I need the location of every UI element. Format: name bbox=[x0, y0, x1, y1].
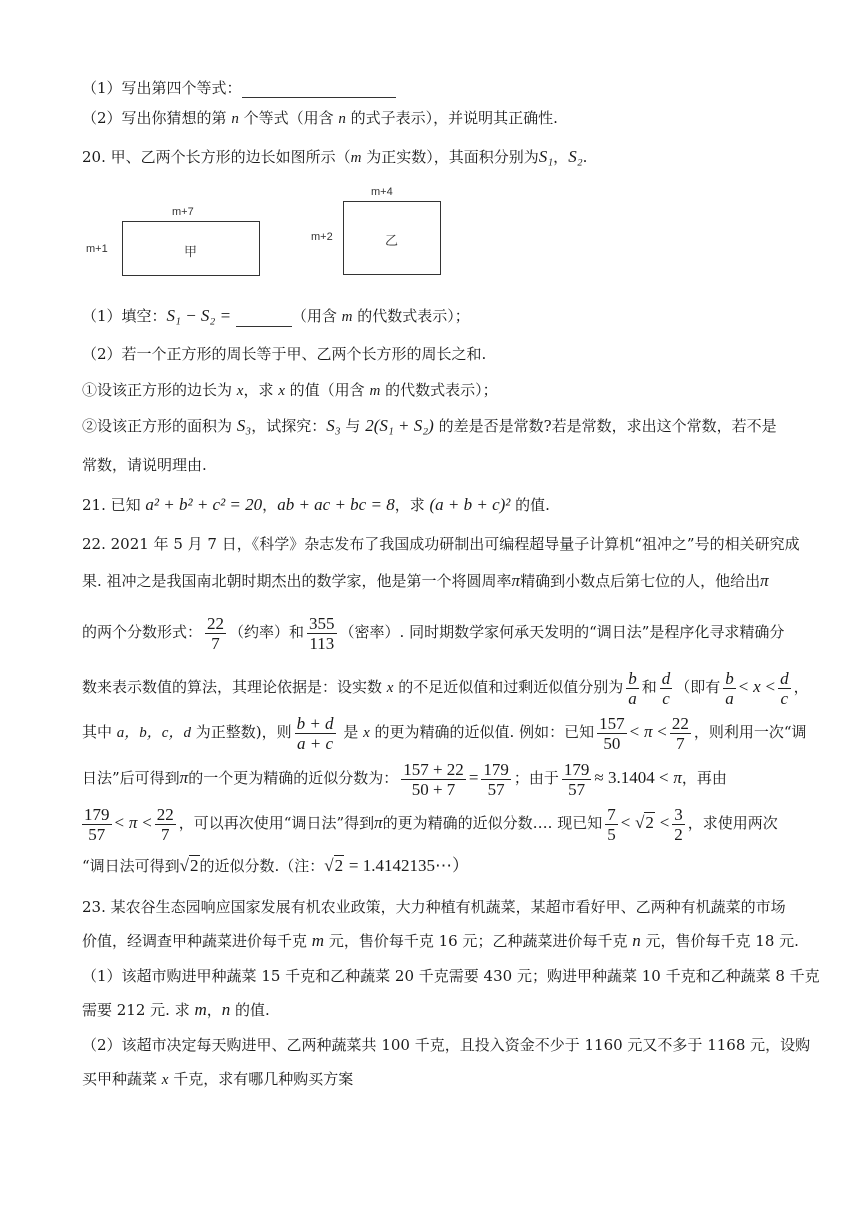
text: “调日法可得到 bbox=[82, 857, 180, 875]
rect-a-left-label: m+1 bbox=[86, 243, 108, 255]
denominator: 50 bbox=[603, 733, 621, 753]
q23-line2 bbox=[82, 931, 799, 951]
text: 的更为精确的近似分数…. 现已知 bbox=[382, 814, 603, 832]
var-m: m bbox=[369, 383, 381, 399]
text: （密率）. 同时期数学家何承天发明的“调日法”是程序化寻求精确分 bbox=[339, 623, 785, 641]
denominator: c bbox=[780, 688, 789, 708]
text: 价值，经调查甲种蔬菜进价每千克 bbox=[82, 932, 312, 950]
denominator: a bbox=[725, 688, 734, 708]
text: 需要 212 元. 求 bbox=[82, 1001, 195, 1019]
text: 的差是否是常数?若是常数，求出这个常数，若不是 bbox=[433, 417, 777, 435]
q22-line2 bbox=[82, 571, 769, 591]
pi-symbol: π bbox=[179, 768, 189, 787]
text: 和 bbox=[641, 678, 657, 696]
text: ， bbox=[553, 148, 569, 166]
denominator: 7 bbox=[211, 633, 220, 653]
q22-line3 bbox=[82, 612, 784, 653]
q23-part2: （2）该超市决定每天购进甲、乙两种蔬菜共 100 千克，且投入资金不少于 1160 元又不多于 1168 元，设购 bbox=[82, 1036, 811, 1054]
sqrt-2: √2 bbox=[635, 813, 654, 832]
fraction-7-5 bbox=[605, 805, 618, 844]
q22-line5 bbox=[82, 712, 807, 753]
numerator: 179 bbox=[483, 759, 509, 779]
fraction-157p22-50p7 bbox=[401, 760, 466, 799]
less-than: < bbox=[657, 722, 667, 741]
q23-line1: 23. 某农谷生态园响应国家发展有机农业政策，大力种植有机蔬菜，某超市看好甲、乙两种有机蔬菜的市场 bbox=[82, 898, 786, 916]
text: 元，售价每千克 18 元. bbox=[640, 932, 799, 950]
radicand: 2 bbox=[190, 856, 199, 875]
text: ，试探究： bbox=[251, 417, 327, 435]
sqrt2-value: = 1.4142135⋯） bbox=[348, 856, 470, 875]
fraction-355-113 bbox=[307, 614, 337, 653]
pi-symbol: π bbox=[673, 768, 682, 787]
q20-part2: （2）若一个正方形的周长等于甲、乙两个长方形的周长之和. bbox=[82, 345, 487, 363]
var-n: n bbox=[231, 111, 239, 127]
fraction-b-a bbox=[723, 669, 736, 708]
text: 精确到小数点后第七位的人，他给出 bbox=[520, 572, 761, 590]
approx-value: ≈ 3.1404 < bbox=[594, 768, 669, 787]
q23-part1: （1）该超市购进甲种蔬菜 15 千克和乙种蔬菜 20 千克需要 430 元；购进甲种蔬菜 10 千克和乙种蔬菜 8 千克 bbox=[82, 967, 820, 985]
text: 其中 bbox=[82, 723, 117, 741]
text: 果. 祖冲之是我国南北朝时期杰出的数学家，他是第一个将圆周率 bbox=[82, 572, 512, 590]
text: ， bbox=[793, 678, 809, 696]
less-than: < bbox=[659, 813, 670, 832]
text: 是 bbox=[338, 723, 364, 741]
text: 为正整数)，则 bbox=[190, 723, 292, 741]
text: ，可以再次使用“调日法”得到 bbox=[178, 814, 375, 832]
numerator: 22 bbox=[207, 613, 225, 633]
text: . bbox=[582, 148, 588, 166]
denominator: 2 bbox=[674, 824, 683, 844]
denominator: 50 + 7 bbox=[411, 779, 456, 799]
denominator: 7 bbox=[676, 733, 685, 753]
text: 的更为精确的近似值. 例如：已知 bbox=[369, 723, 595, 741]
numerator: b bbox=[628, 668, 637, 688]
q19-part2 bbox=[82, 108, 558, 129]
text: ，求 bbox=[394, 496, 430, 514]
rect-a-name: 甲 bbox=[184, 244, 198, 259]
eq-sum-squares: a² + b² + c² = 20 bbox=[145, 495, 263, 514]
var-x: x bbox=[753, 677, 761, 696]
fraction-d-c bbox=[660, 669, 673, 708]
q19-part1 bbox=[82, 78, 396, 98]
rect-b bbox=[343, 201, 441, 275]
var-n: n bbox=[221, 1000, 231, 1019]
text: 的代数式表示）； bbox=[352, 307, 470, 325]
fraction-3-2 bbox=[672, 805, 685, 844]
text: 的值. bbox=[510, 496, 550, 514]
text: ， bbox=[206, 1001, 222, 1019]
denominator: 57 bbox=[487, 779, 505, 799]
numerator: 3 bbox=[674, 804, 683, 824]
var-s3: S₃ bbox=[326, 416, 341, 435]
numerator: b + d bbox=[296, 713, 334, 733]
numerator: 179 bbox=[563, 759, 590, 779]
text: 为正实数），其面积分别为 bbox=[361, 148, 539, 166]
text: ；由于 bbox=[513, 769, 559, 787]
numerator: 179 bbox=[84, 804, 110, 824]
var-s3: S₃ bbox=[236, 416, 252, 435]
numerator: 22 bbox=[671, 713, 689, 733]
fraction-b-a bbox=[626, 669, 639, 708]
rect-b-top-label: m+4 bbox=[371, 186, 393, 198]
rect-a bbox=[122, 221, 260, 276]
q20-sub2-cont: 常数，请说明理由. bbox=[82, 456, 207, 474]
fraction-bd-ac bbox=[295, 714, 336, 753]
expr-2-s1-plus-s2: 2(S₁ + S₂) bbox=[365, 416, 434, 435]
fraction-22-7 bbox=[155, 805, 176, 844]
numerator: 7 bbox=[607, 804, 616, 824]
text: ②设该正方形的面积为 bbox=[82, 417, 237, 435]
denominator: c bbox=[662, 688, 670, 708]
q22-line1: 22. 2021 年 5 月 7 日，《科学》杂志发布了我国成功研制出可编程超导量子计算机“祖冲之”号的相关研究成 bbox=[82, 535, 800, 553]
radicand: 2 bbox=[645, 813, 654, 832]
var-m: m bbox=[350, 150, 362, 166]
fraction-157-50 bbox=[597, 714, 627, 753]
equals: = bbox=[468, 768, 479, 787]
text: 个等式（用含 bbox=[238, 109, 339, 127]
fraction-d-c bbox=[778, 669, 791, 708]
rect-a-top-label: m+7 bbox=[172, 206, 194, 218]
numerator: d bbox=[661, 668, 671, 688]
rect-b-left-label: m+2 bbox=[311, 231, 333, 243]
text: 的式子表示），并说明其正确性. bbox=[345, 109, 558, 127]
fraction-22-7 bbox=[205, 614, 226, 653]
var-x: x bbox=[161, 1072, 169, 1088]
numerator: b bbox=[725, 668, 734, 688]
text: ，则利用一次“调 bbox=[693, 723, 807, 741]
denominator: 113 bbox=[309, 633, 335, 653]
q20-intro bbox=[82, 147, 587, 168]
sqrt-2: √2 bbox=[324, 856, 344, 875]
text: 的代数式表示）； bbox=[380, 381, 498, 399]
pi-symbol: π bbox=[760, 571, 769, 590]
pi-symbol: π bbox=[374, 813, 383, 832]
q22-line6 bbox=[82, 758, 727, 799]
denominator: 57 bbox=[568, 779, 586, 799]
text: （即有 bbox=[675, 678, 721, 696]
numerator: 157 + 22 bbox=[403, 759, 464, 779]
fraction-179-57 bbox=[562, 760, 592, 799]
sqrt-2: √2 bbox=[179, 856, 199, 875]
numerator: 22 bbox=[156, 804, 174, 824]
text: ，求 bbox=[243, 381, 279, 399]
less-than: < bbox=[738, 677, 749, 696]
q20-part1 bbox=[82, 306, 470, 327]
q20-sub2 bbox=[82, 416, 777, 436]
text: 21. 已知 bbox=[82, 496, 146, 514]
text: 的值. bbox=[230, 1001, 270, 1019]
var-x: x bbox=[363, 725, 370, 741]
denominator: 7 bbox=[161, 824, 170, 844]
q22-line4 bbox=[82, 667, 809, 708]
text: 与 bbox=[340, 417, 366, 435]
denominator: 5 bbox=[607, 824, 616, 844]
pi-symbol: π bbox=[128, 813, 138, 832]
text: （约率）和 bbox=[229, 623, 305, 641]
q19-part1-text: （1）写出第四个等式： bbox=[82, 79, 242, 97]
less-than: < bbox=[114, 813, 125, 832]
text: 元，售价每千克 16 元；乙种蔬菜进价每千克 bbox=[324, 932, 633, 950]
less-than: < bbox=[765, 677, 776, 696]
text: 数来表示数值的算法，其理论依据是：设实数 bbox=[82, 678, 387, 696]
expr-square: (a + b + c)² bbox=[429, 495, 511, 514]
text: 的近似分数.（注： bbox=[199, 857, 325, 875]
var-x: x bbox=[236, 383, 244, 399]
text: 买甲种蔬菜 bbox=[82, 1070, 162, 1088]
answer-blank bbox=[236, 312, 292, 327]
fraction-22-7 bbox=[670, 714, 691, 753]
text: （用含 bbox=[291, 307, 342, 325]
denominator: a + c bbox=[297, 733, 334, 753]
text: （1）填空： bbox=[82, 307, 167, 325]
numerator: d bbox=[780, 668, 789, 688]
fraction-179-57 bbox=[82, 805, 112, 844]
text: （2）写出你猜想的第 bbox=[82, 109, 232, 127]
text: 20. 甲、乙两个长方形的边长如图所示（ bbox=[82, 148, 351, 166]
q20-sub1 bbox=[82, 380, 498, 401]
q22-line7 bbox=[82, 803, 778, 844]
expr-s1-minus-s2: S₁ − S₂ = bbox=[166, 306, 232, 325]
var-n: n bbox=[338, 111, 346, 127]
text: 的一个更为精确的近似分数为： bbox=[188, 769, 399, 787]
fraction-179-57 bbox=[481, 760, 511, 799]
text: ， bbox=[262, 496, 278, 514]
var-m: m bbox=[194, 1000, 207, 1019]
text: ①设该正方形的边长为 bbox=[82, 381, 237, 399]
var-x: x bbox=[278, 383, 285, 399]
eq-sum-products: ab + ac + bc = 8 bbox=[277, 495, 395, 514]
text: 的值（用含 bbox=[284, 381, 370, 399]
numerator: 355 bbox=[309, 613, 335, 633]
q23-part1-cont bbox=[82, 1000, 270, 1020]
rect-b-name: 乙 bbox=[385, 233, 399, 248]
vars-abcd: a，b，c，d bbox=[116, 725, 191, 741]
denominator: a bbox=[628, 688, 637, 708]
less-than: < bbox=[142, 813, 152, 832]
q22-line8 bbox=[82, 856, 469, 876]
text: 千克，求有哪几种购买方案 bbox=[168, 1070, 354, 1088]
var-n: n bbox=[632, 931, 641, 950]
var-s2: S₂ bbox=[568, 147, 583, 166]
numerator: 157 bbox=[599, 713, 625, 733]
pi-symbol: π bbox=[643, 722, 653, 741]
less-than: < bbox=[629, 722, 640, 741]
pi-symbol: π bbox=[511, 571, 521, 590]
answer-blank bbox=[242, 83, 396, 98]
less-than: < bbox=[620, 813, 631, 832]
q21 bbox=[82, 495, 550, 515]
var-m: m bbox=[311, 931, 325, 950]
var-x: x bbox=[386, 680, 394, 696]
q23-part2-cont bbox=[82, 1069, 353, 1090]
text: ，求使用两次 bbox=[687, 814, 778, 832]
denominator: 57 bbox=[88, 824, 106, 844]
text: ，再由 bbox=[681, 769, 727, 787]
radicand: 2 bbox=[334, 856, 344, 875]
text: 的两个分数形式： bbox=[82, 623, 203, 641]
text: 的不足近似值和过剩近似值分别为 bbox=[393, 678, 624, 696]
var-m: m bbox=[341, 309, 353, 325]
text: 日法”后可得到 bbox=[82, 769, 180, 787]
var-s1: S₁ bbox=[538, 147, 554, 166]
